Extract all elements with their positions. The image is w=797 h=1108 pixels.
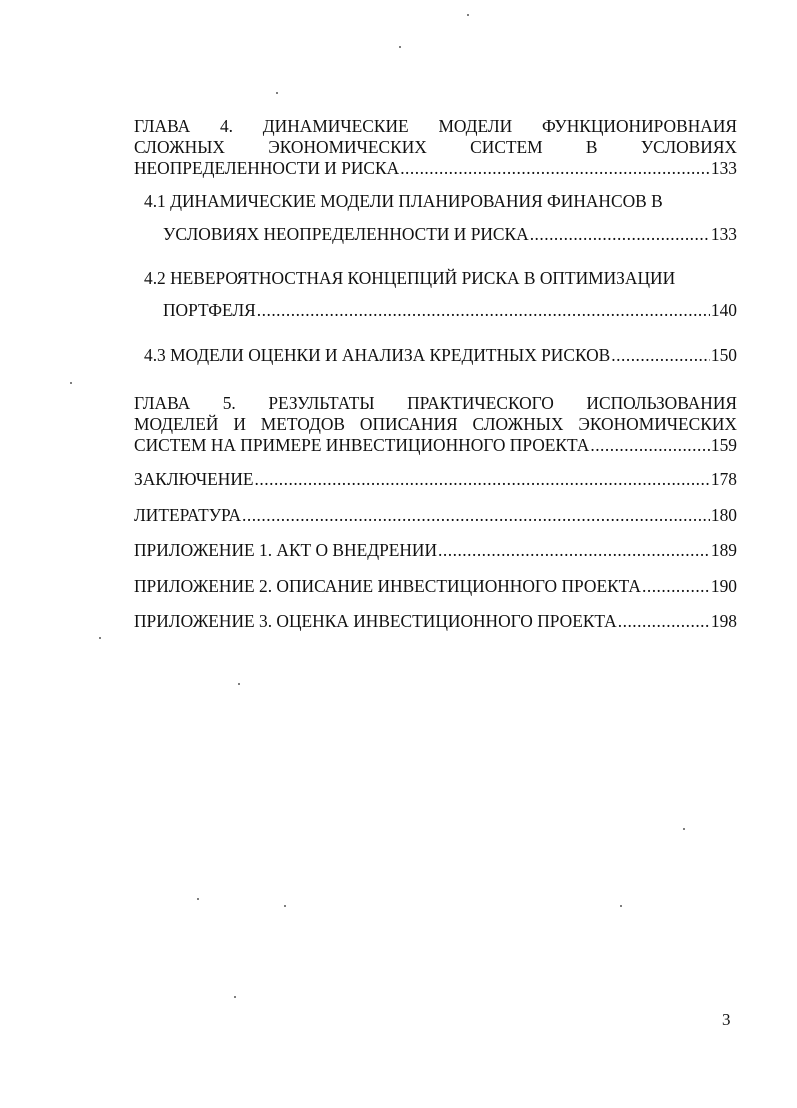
leader-dots — [611, 345, 710, 366]
scan-speck — [467, 14, 469, 16]
leader-dots — [530, 224, 710, 245]
leader-dots — [242, 505, 710, 526]
toc-entry-text: УСЛОВИЯХ НЕОПРЕДЕЛЕННОСТИ И РИСКА — [163, 224, 529, 244]
toc-entry-appendix-1[interactable] — [134, 540, 737, 561]
toc-entry-text: СЛОЖНЫХ ЭКОНОМИЧЕСКИХ СИСТЕМ В УСЛОВИЯХ — [134, 137, 737, 157]
toc-entry-last-line — [134, 540, 737, 561]
leader-dots — [257, 300, 710, 321]
toc-entry-chapter-4[interactable] — [134, 116, 737, 179]
toc-page-number: 198 — [710, 611, 737, 631]
toc-entry-last-line — [134, 469, 737, 490]
leader-dots — [618, 611, 710, 632]
scan-speck — [620, 905, 622, 907]
toc-entry-section-4-1[interactable] — [134, 191, 737, 212]
toc-entry-text: ГЛАВА 5. РЕЗУЛЬТАТЫ ПРАКТИЧЕСКОГО ИСПОЛЬЗОВАНИЯ — [134, 393, 737, 413]
scan-speck — [683, 828, 685, 830]
toc-entry-text: 4.1 ДИНАМИЧЕСКИЕ МОДЕЛИ ПЛАНИРОВАНИЯ ФИНАНСОВ В — [144, 191, 663, 211]
toc-entry-text: ЗАКЛЮЧЕНИЕ — [134, 469, 254, 489]
toc-page-number: 133 — [710, 224, 737, 244]
toc-entry-last-line — [134, 576, 737, 597]
toc-entry-text: ПРИЛОЖЕНИЕ 1. АКТ О ВНЕДРЕНИИ — [134, 540, 438, 560]
leader-dots — [255, 469, 710, 490]
toc-entry-last-line — [134, 435, 737, 456]
toc-page-number: 180 — [710, 505, 737, 525]
toc-entry-text: СИСТЕМ НА ПРИМЕРЕ ИНВЕСТИЦИОННОГО ПРОЕКТА — [134, 435, 590, 455]
scan-speck — [99, 637, 101, 639]
toc-entry-text: ПРИЛОЖЕНИЕ 2. ОПИСАНИЕ ИНВЕСТИЦИОННОГО ПРОЕКТА — [134, 576, 641, 596]
page-number: 3 — [722, 1010, 731, 1029]
toc-page-number: 178 — [710, 469, 737, 489]
toc-entry-text: ПРИЛОЖЕНИЕ 3. ОЦЕНКА ИНВЕСТИЦИОННОГО ПРОЕКТА — [134, 611, 617, 631]
toc-entry-text: ГЛАВА 4. ДИНАМИЧЕСКИЕ МОДЕЛИ ФУНКЦИОНИРОВНАИЯ — [134, 116, 737, 136]
toc-entry-section-4-2[interactable] — [134, 268, 737, 289]
toc-entry-text: 4.3 МОДЕЛИ ОЦЕНКИ И АНАЛИЗА КРЕДИТНЫХ РИСКОВ — [144, 345, 611, 365]
toc-entry-text: МОДЕЛЕЙ И МЕТОДОВ ОПИСАНИЯ СЛОЖНЫХ ЭКОНОМИЧЕСКИХ — [134, 414, 737, 434]
toc-page-number: 189 — [710, 540, 737, 560]
toc-entry-section-4-2-cont[interactable] — [163, 300, 737, 321]
toc-page-number: 133 — [710, 158, 737, 178]
toc-entry-text: ПОРТФЕЛЯ — [163, 300, 256, 320]
scan-speck — [238, 683, 240, 685]
scan-speck — [284, 905, 286, 907]
leader-dots — [400, 158, 710, 179]
toc-entry-last-line — [144, 345, 737, 366]
toc-entry-conclusion[interactable] — [134, 469, 737, 490]
toc-page-number: 150 — [710, 345, 737, 365]
toc-entry-section-4-3[interactable] — [144, 345, 737, 366]
scan-speck — [197, 898, 199, 900]
scan-speck — [276, 92, 278, 94]
toc-entry-last-line — [163, 300, 737, 321]
toc-entry-last-line — [134, 611, 737, 632]
toc-page-number: 140 — [710, 300, 737, 320]
toc-entry-literature[interactable] — [134, 505, 737, 526]
scan-speck — [234, 996, 236, 998]
toc-entry-chapter-5[interactable] — [134, 393, 737, 456]
toc-entry-appendix-2[interactable] — [134, 576, 737, 597]
toc-entry-last-line — [163, 224, 737, 245]
leader-dots — [642, 576, 710, 597]
toc-entry-text: ЛИТЕРАТУРА — [134, 505, 242, 525]
toc-entry-section-4-1-cont[interactable] — [163, 224, 737, 245]
toc-page-number: 159 — [710, 435, 737, 455]
toc-entry-text: НЕОПРЕДЕЛЕННОСТИ И РИСКА — [134, 158, 400, 178]
leader-dots — [438, 540, 710, 561]
toc-entry-text: 4.2 НЕВЕРОЯТНОСТНАЯ КОНЦЕПЦИЙ РИСКА В ОПТИМИЗАЦИИ — [144, 268, 676, 288]
toc-entry-last-line — [134, 158, 737, 179]
toc-page-number: 190 — [710, 576, 737, 596]
scan-speck — [70, 382, 72, 384]
toc-entry-last-line — [134, 505, 737, 526]
toc-entry-appendix-3[interactable] — [134, 611, 737, 632]
scan-speck — [399, 46, 401, 48]
leader-dots — [590, 435, 710, 456]
